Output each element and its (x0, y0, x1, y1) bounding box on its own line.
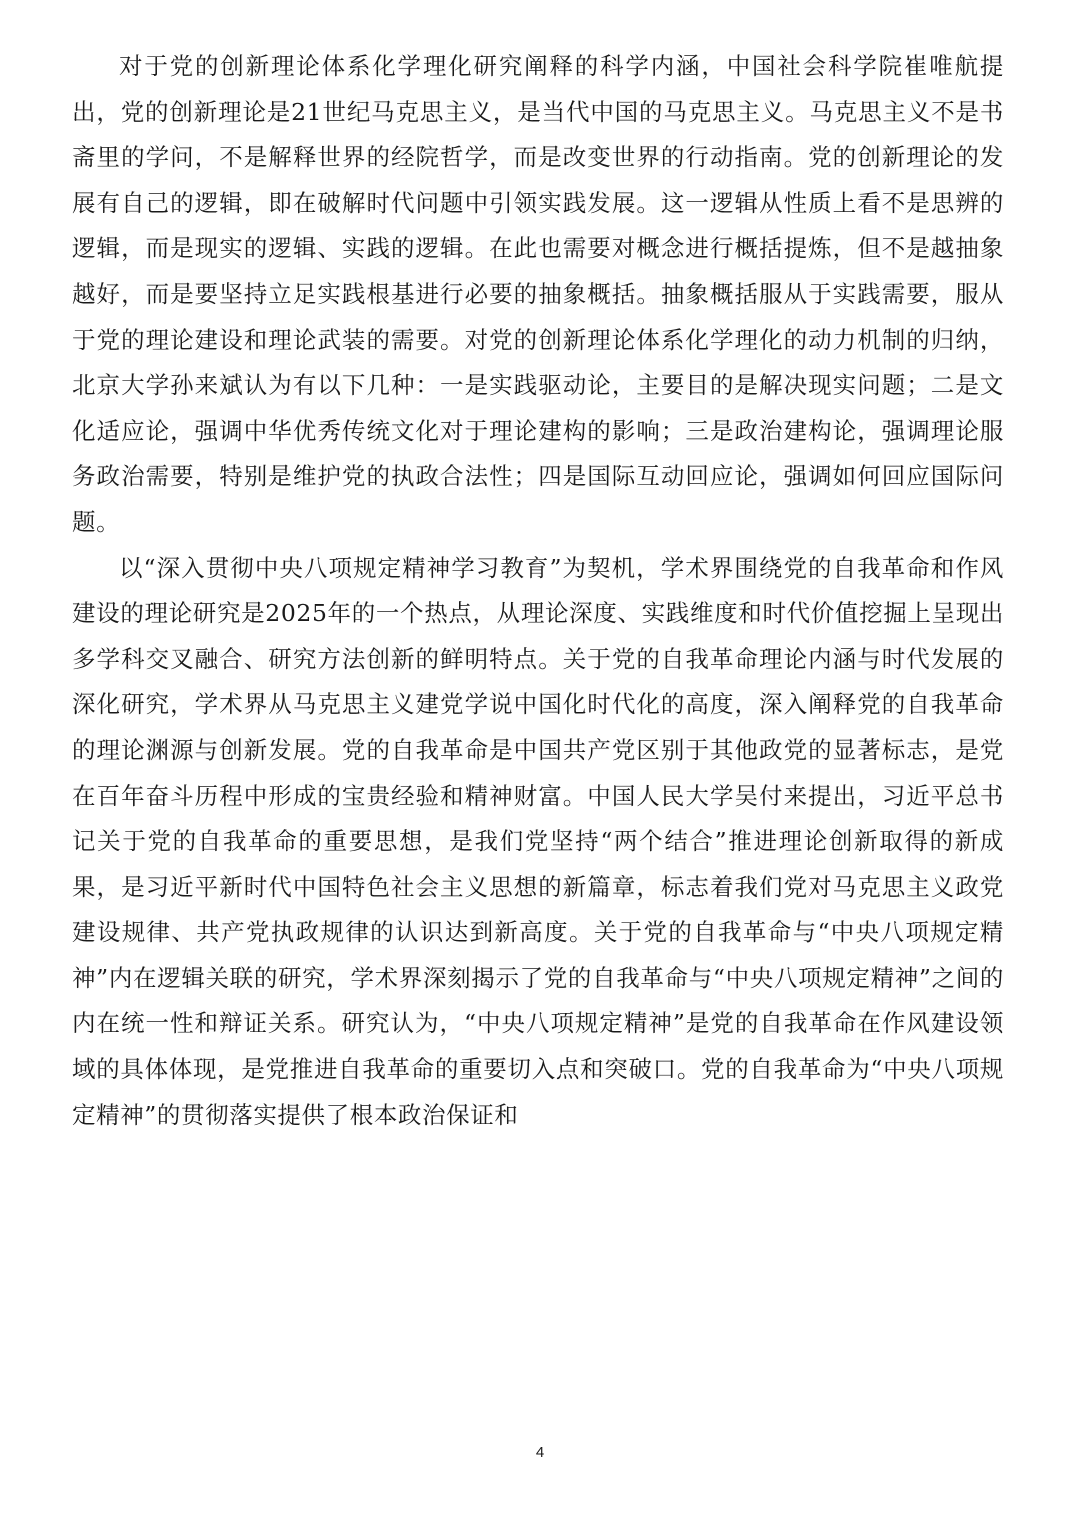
paragraph-2: 以“深入贯彻中央八项规定精神学习教育”为契机，学术界围绕党的自我革命和作风建设的理论研究是2025年的一个热点，从理论深度、实践维度和时代价值挖掘上呈现出多学科交叉融合、研究方法创新的鲜明特点。关于党的自我革命理论内涵与时代发展的深化研究，学术界从马克思主义建党学说中国化时代化的高度，深入阐释党的自我革命的理论渊源与创新发展。党的自我革命是中国共产党区别于其他政党的显著标志，是党在百年奋斗历程中形成的宝贵经验和精神财富。中国人民大学吴付来提出，习近平总书记关于党的自我革命的重要思想，是我们党坚持“两个结合”推进理论创新取得的新成果，是习近平新时代中国特色社会主义思想的新篇章，标志着我们党对马克思主义政党建设规律、共产党执政规律的认识达到新高度。关于党的自我革命与“中央八项规定精神”内在逻辑关联的研究，学术界深刻揭示了党的自我革命与“中央八项规定精神”之间的内在统一性和辩证关系。研究认为，“中央八项规定精神”是党的自我革命在作风建设领域的具体体现，是党推进自我革命的重要切入点和突破口。党的自我革命为“中央八项规定精神”的贯彻落实提供了根本政治保证和 (72, 553, 1004, 1129)
page-number: 4 (535, 1444, 545, 1461)
paragraph-1: 对于党的创新理论体系化学理化研究阐释的科学内涵，中国社会科学院崔唯航提出，党的创新理论是21世纪马克思主义，是当代中国的马克思主义。马克思主义不是书斋里的学问，不是解释世界的经院哲学，而是改变世界的行动指南。党的创新理论的发展有自己的逻辑，即在破解时代问题中引领实践发展。这一逻辑从性质上看不是思辨的逻辑，而是现实的逻辑、实践的逻辑。在此也需要对概念进行概括提炼，但不是越抽象越好，而是要坚持立足实践根基进行必要的抽象概括。抽象概括服从于实践需要，服从于党的理论建设和理论武装的需要。对党的创新理论体系化学理化的动力机制的归纳，北京大学孙来斌认为有以下几种：一是实践驱动论，主要目的是解决现实问题；二是文化适应论，强调中华优秀传统文化对于理论建构的影响；三是政治建构论，强调理论服务政治需要，特别是维护党的执政合法性；四是国际互动回应论，强调如何回应国际问题。 (72, 52, 1004, 536)
body-text (72, 44, 1004, 1138)
